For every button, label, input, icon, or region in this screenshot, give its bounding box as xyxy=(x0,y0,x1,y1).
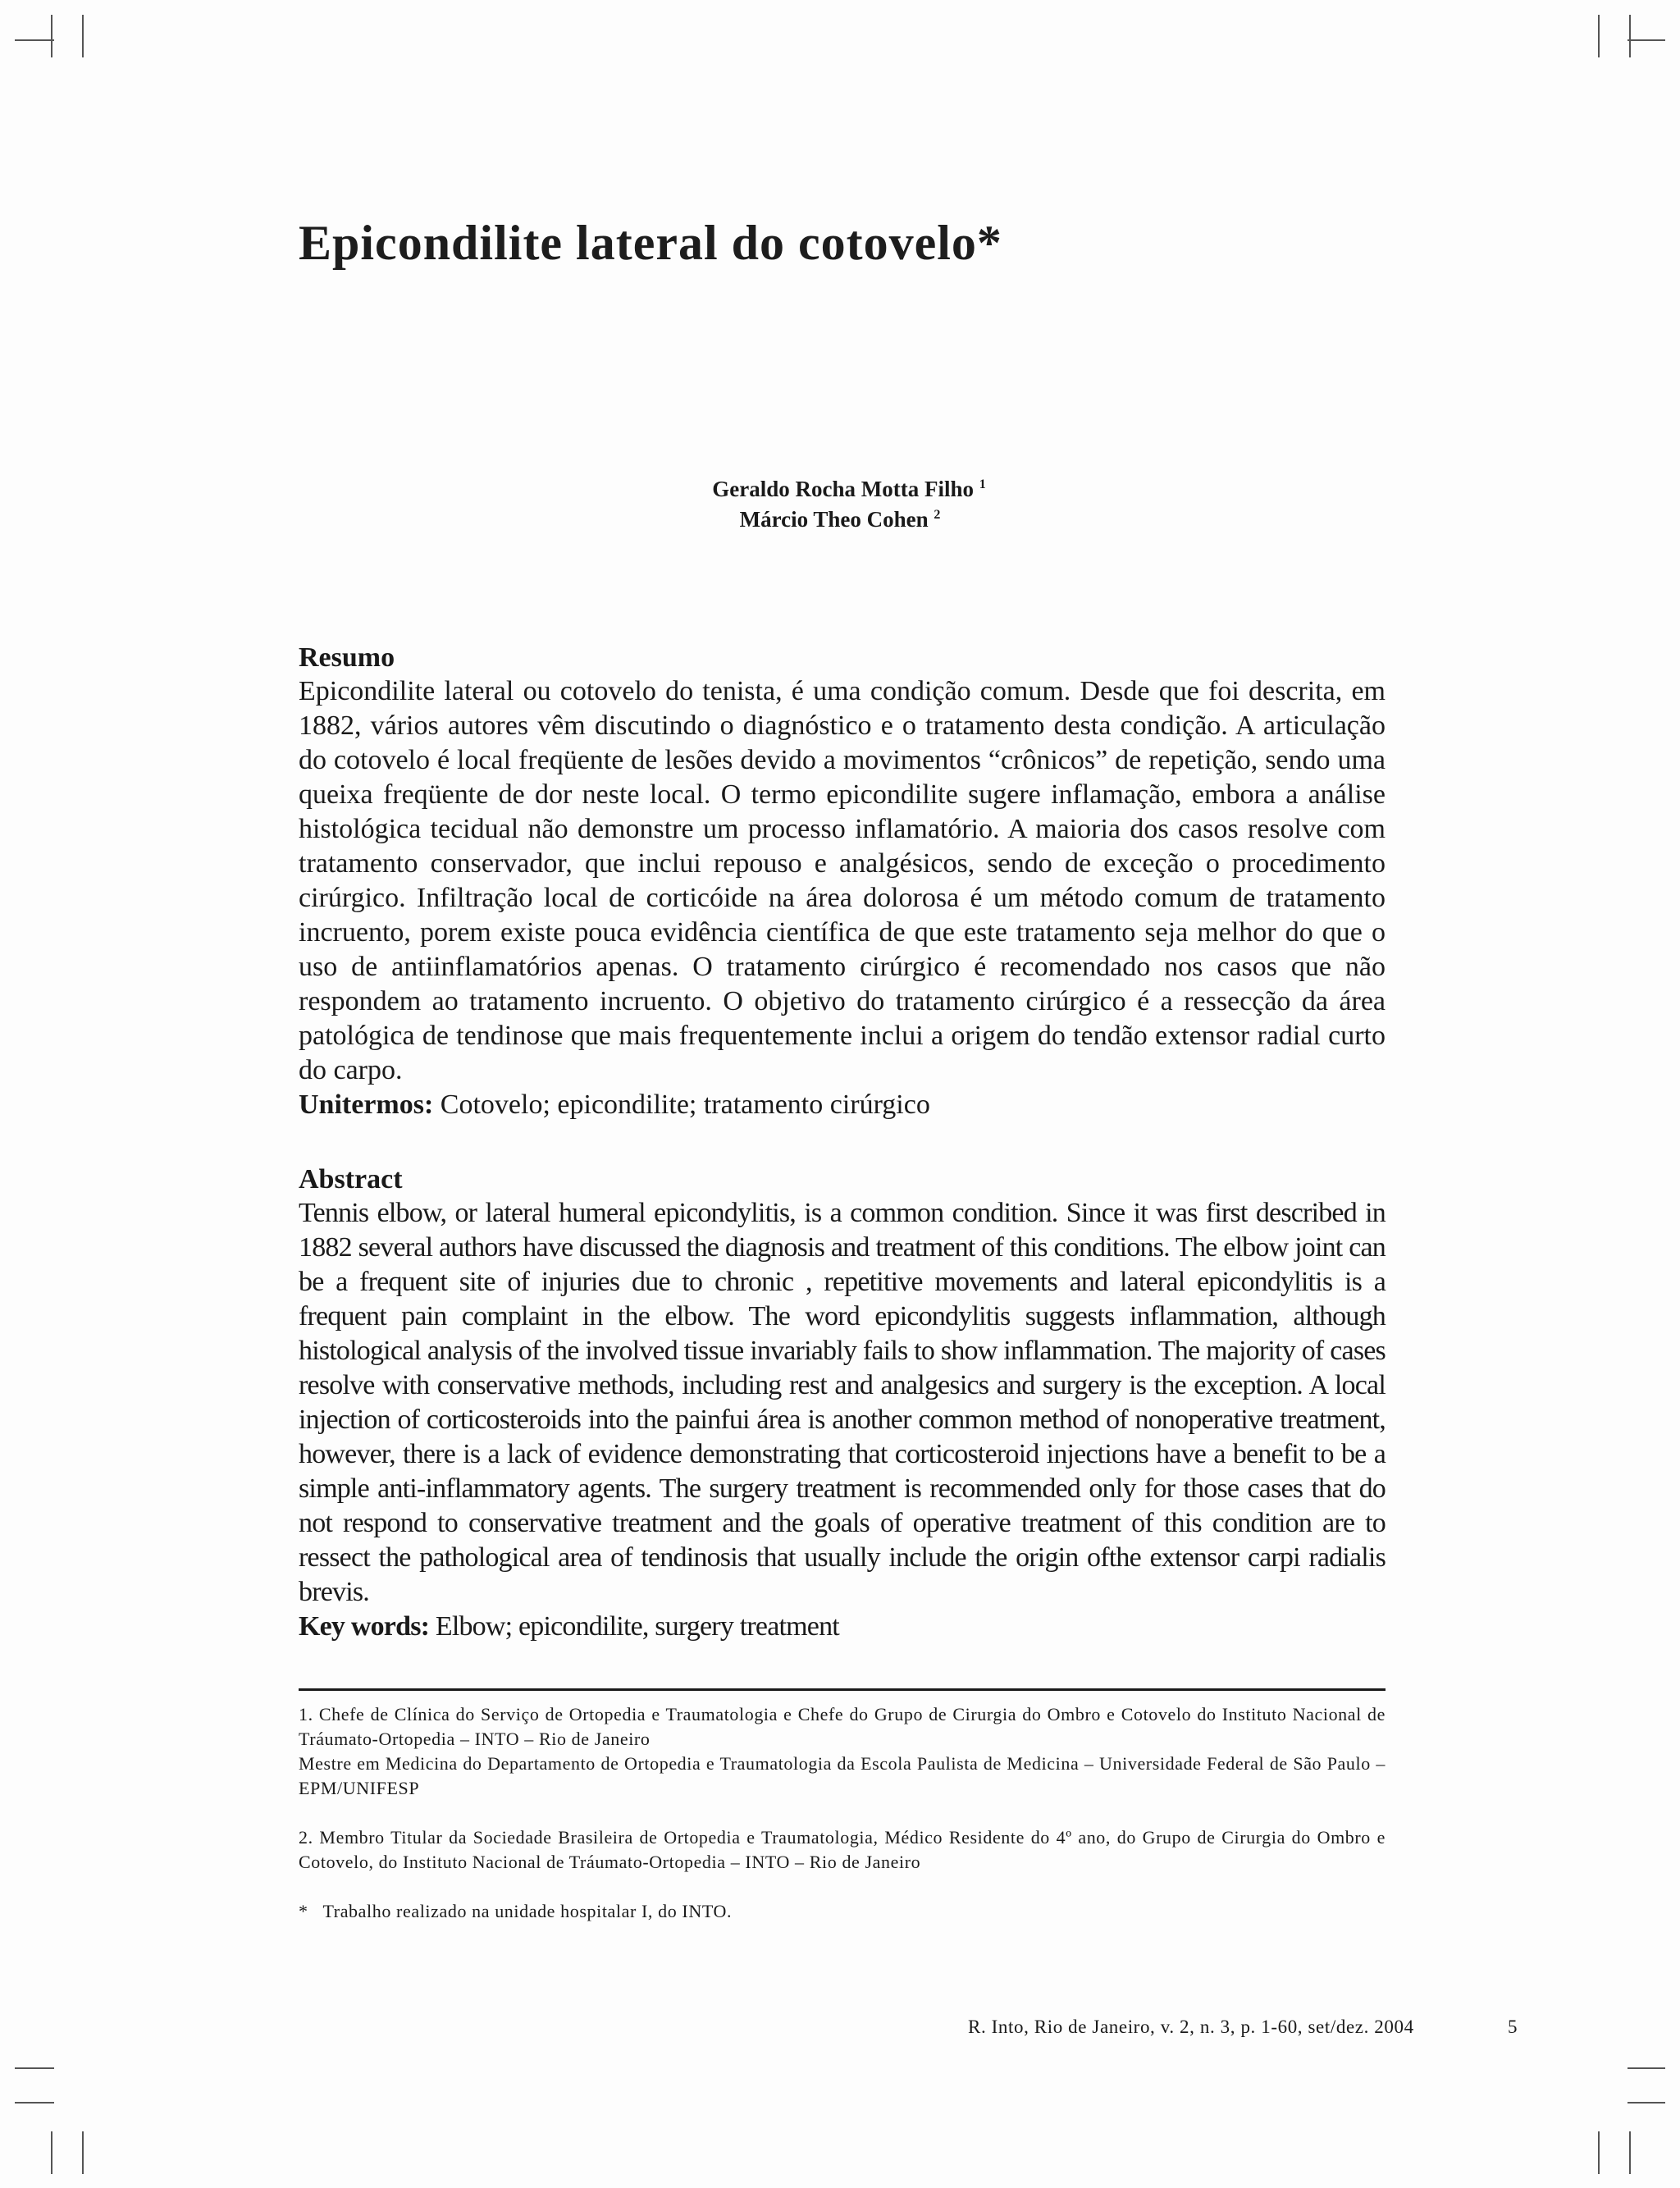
author-name: Geraldo Rocha Motta Filho xyxy=(712,477,974,501)
footnote-2: 2. Membro Titular da Sociedade Brasileira de Ortopedia e Traumatologia, Médico Residente do 4º ano, do Grupo de Cirurgia do Ombro e Cotovelo, do Instituto Nacional de Tráumato-Ortopedia – INTO – Rio de Janeiro xyxy=(299,1827,1386,1872)
author xyxy=(0,505,1680,535)
crop-mark xyxy=(15,39,54,41)
crop-mark xyxy=(82,15,84,57)
abstract-section xyxy=(299,1163,1386,1644)
crop-mark xyxy=(1598,15,1600,57)
footnote-star: * Trabalho realizado na unidade hospitalar I, do INTO. xyxy=(299,1901,733,1921)
crop-mark xyxy=(1629,2131,1631,2174)
author-list xyxy=(0,474,1680,535)
footnote-divider xyxy=(299,1688,1386,1691)
crop-mark xyxy=(82,2131,84,2174)
page-number: 5 xyxy=(1508,2017,1518,2037)
crop-mark xyxy=(51,2131,52,2174)
crop-mark xyxy=(1628,39,1665,41)
footnotes xyxy=(299,1702,1386,1924)
footnote-1-continued: Mestre em Medicina do Departamento de Ortopedia e Traumatologia da Escola Paulista de Medicina – Universidade Federal de São Paulo – EPM/UNIFESP xyxy=(299,1753,1386,1798)
keywords-text: Elbow; epicondilite, surgery treatment xyxy=(435,1611,839,1642)
crop-mark xyxy=(1629,15,1631,57)
resumo-heading: Resumo xyxy=(299,642,395,673)
crop-mark xyxy=(15,2102,54,2103)
resumo-section xyxy=(299,642,1386,1122)
author-affiliation-ref: 2 xyxy=(934,508,941,522)
keywords-label: Unitermos: xyxy=(299,1089,434,1120)
crop-mark xyxy=(1598,2131,1600,2174)
abstract-body: Tennis elbow, or lateral humeral epicondylitis, is a common condition. Since it was first described in 1882 several authors have discussed the diagnosis and treatment of this conditions. The elbow joint can be a frequent site of injuries due to chronic , repetitive movements and lateral epicondylitis is a frequent pain complaint in the elbow. The word epicondylitis suggests inflammation, although histological analysis of the involved tissue invariably fails to show inflammation. The majority of cases resolve with conservative methods, including rest and analgesics and surgery is the exception. A local injection of corticosteroids into the painfui área is another common method of nonoperative treatment, however, there is a lack of evidence demonstrating that corticosteroid injections have a benefit to be a simple anti-inflammatory agents. The surgery treatment is recommended only for those cases that do not respond to conservative treatment and the goals of operative treatment of this condition are to ressect the pathological area of tendinosis that usually include the origin ofthe extensor carpi radialis brevis. xyxy=(299,1198,1386,1607)
crop-mark xyxy=(1628,2102,1665,2103)
footnote-1: 1. Chefe de Clínica do Serviço de Ortopedia e Traumatologia e Chefe do Grupo de Cirurgia do Ombro e Cotovelo do Instituto Nacional de Tráumato-Ortopedia – INTO – Rio de Janeiro xyxy=(299,1704,1386,1749)
crop-mark xyxy=(51,15,52,57)
resumo-keywords xyxy=(299,1088,1386,1122)
author-name: Márcio Theo Cohen xyxy=(739,507,929,532)
keywords-label: Key words: xyxy=(299,1611,430,1642)
article-title: Epicondilite lateral do cotovelo* xyxy=(299,216,1002,270)
crop-mark xyxy=(1628,2067,1665,2069)
abstract-keywords xyxy=(299,1610,1386,1644)
keywords-text: Cotovelo; epicondilite; tratamento cirúrgico xyxy=(440,1089,930,1120)
author xyxy=(18,474,1680,505)
abstract-heading: Abstract xyxy=(299,1164,403,1194)
resumo-body: Epicondilite lateral ou cotovelo do tenista, é uma condição comum. Desde que foi descrita, em 1882, vários autores vêm discutindo o diagnóstico e o tratamento desta condição. A articulação do cotovelo é local freqüente de lesões devido a movimentos “crônicos” de repetição, sendo uma queixa freqüente de dor neste local. O termo epicondilite sugere inflamação, embora a análise histológica tecidual não demonstre um processo inflamatório. A maioria dos casos resolve com tratamento conservador, que inclui repouso e analgésicos, sendo de exceção o procedimento cirúrgico. Infiltração local de corticóide na área dolorosa é um método comum de tratamento incruento, porem existe pouca evidência científica de que este tratamento seja melhor do que o uso de antiinflamatórios apenas. O tratamento cirúrgico é recomendado nos casos que não respondem ao tratamento incruento. O objetivo do tratamento cirúrgico é a ressecção da área patológica de tendinose que mais frequentemente inclui a origem do tendão extensor radial curto do carpo. xyxy=(299,676,1386,1085)
crop-mark xyxy=(15,2067,54,2069)
author-affiliation-ref: 1 xyxy=(979,477,986,491)
journal-citation: R. Into, Rio de Janeiro, v. 2, n. 3, p. 1-60, set/dez. 2004 xyxy=(968,2017,1414,2037)
